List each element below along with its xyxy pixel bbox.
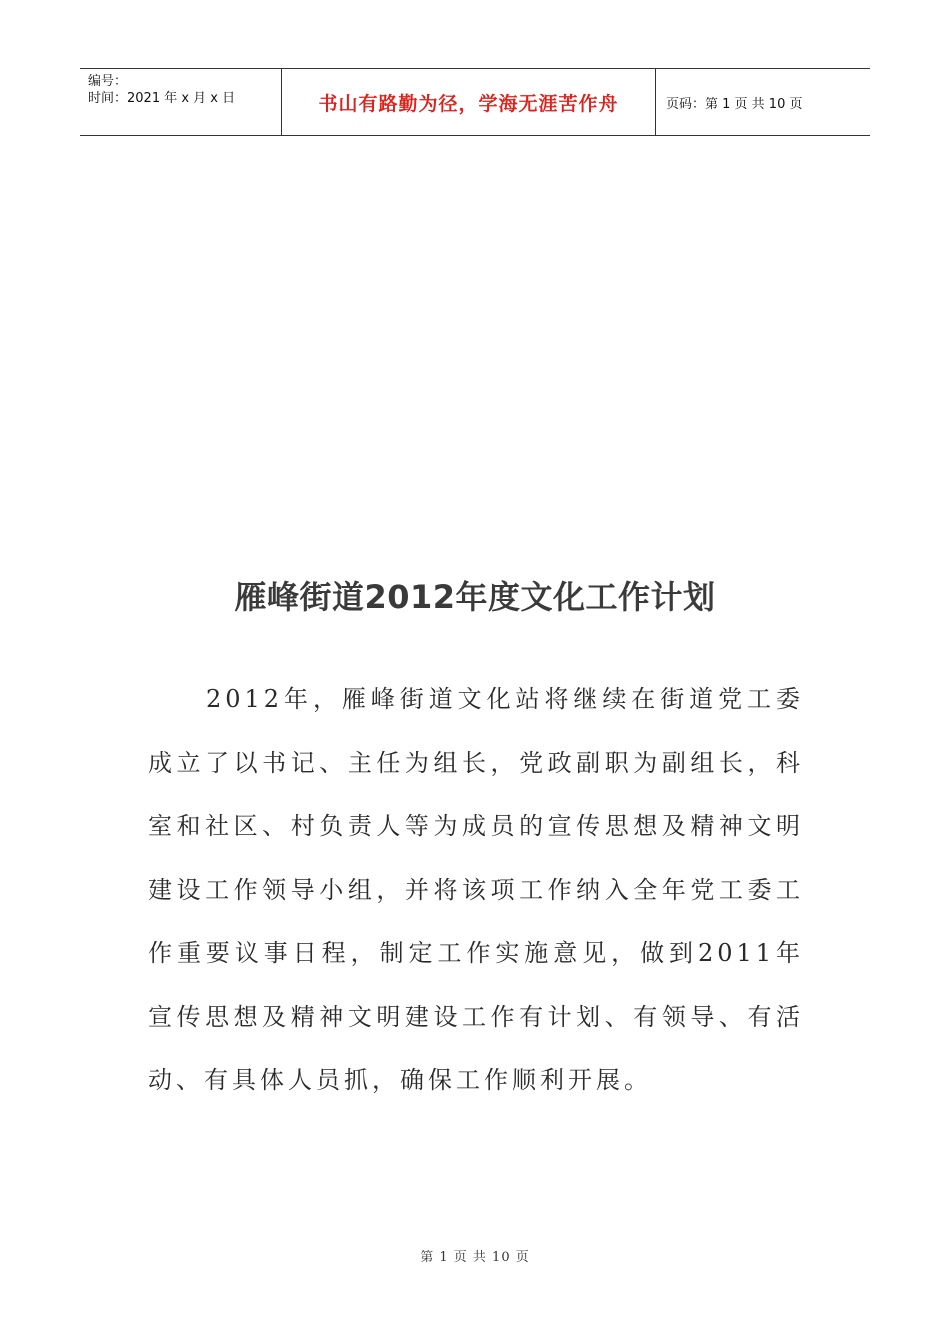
header-page-cell xyxy=(656,69,870,135)
body-paragraph: 2012年，雁峰街道文化站将继续在街道党工委成立了以书记、主任为组长，党政副职为副组长，科室和社区、村负责人等为成员的宣传思想及精神文明建设工作领导小组，并将该项工作纳入全年党工委工作重要议事日程，制定工作实施意见，做到2011年宣传思想及精神文明建设工作有计划、有领导、有活动、有具体人员抓，确保工作顺利开展。 xyxy=(148,685,804,1094)
header-meta-cell xyxy=(80,69,282,135)
document-date-label: 时间：2021 年 x 月 x 日 xyxy=(88,91,236,106)
document-number-label: 编号： xyxy=(88,74,128,89)
page-footer: 第 1 页 共 10 页 xyxy=(420,1250,530,1265)
document-header xyxy=(80,68,870,136)
header-motto-cell xyxy=(282,69,656,135)
header-motto: 书山有路勤为径，学海无涯苦作舟 xyxy=(318,92,619,115)
header-page-label: 页码：第 1 页 共 10 页 xyxy=(666,96,803,112)
document-title: 雁峰街道2012年度文化工作计划 xyxy=(234,578,716,616)
